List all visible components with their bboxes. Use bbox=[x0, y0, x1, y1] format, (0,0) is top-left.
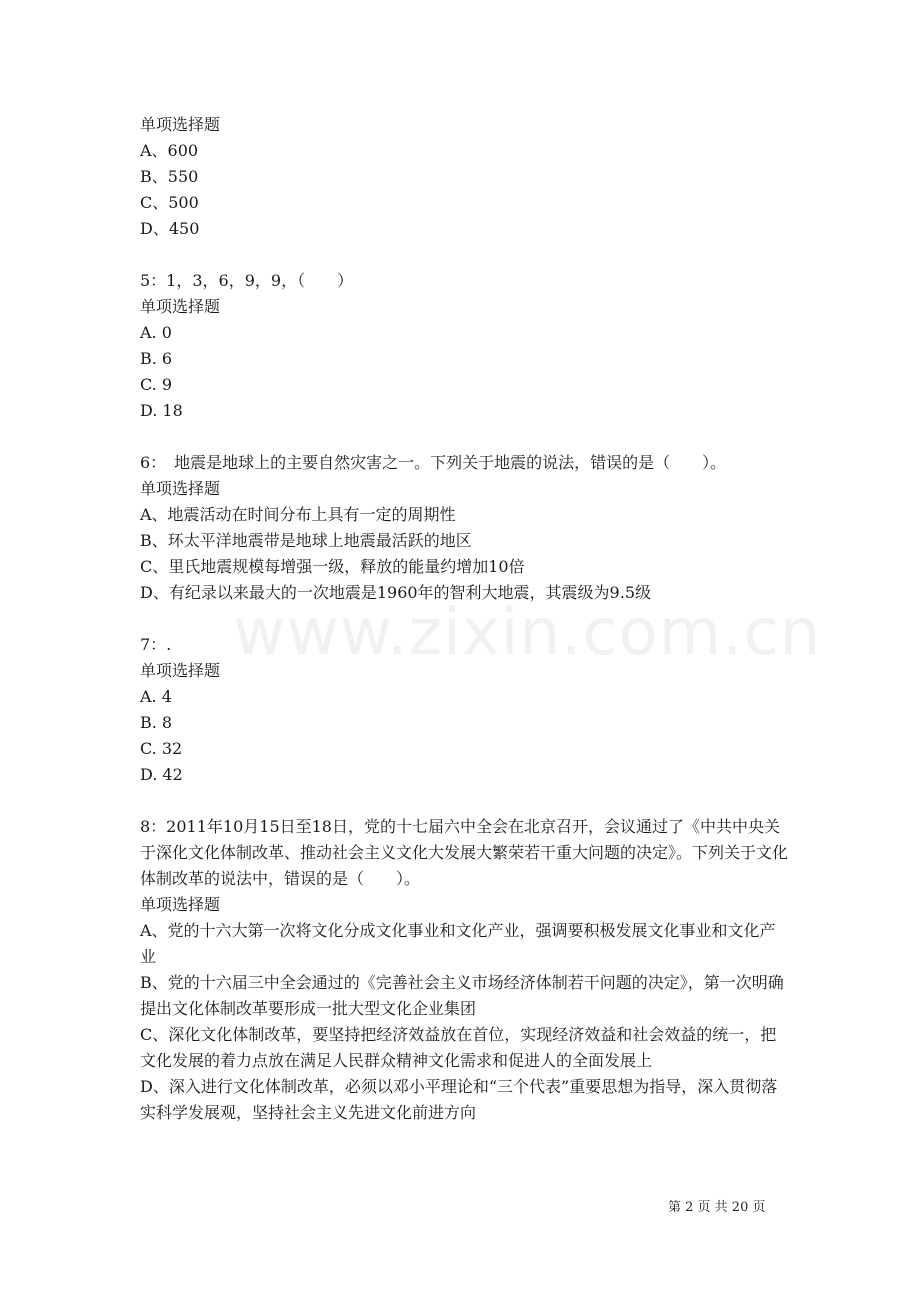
option-b: B、环太平洋地震带是地球上地震最活跃的地区 bbox=[140, 531, 472, 550]
option-b: B. 8 bbox=[140, 713, 173, 732]
option-a: A. 0 bbox=[140, 323, 172, 342]
question-5 bbox=[140, 268, 790, 424]
option-d: D、450 bbox=[140, 219, 200, 238]
question-type: 单项选择题 bbox=[140, 297, 221, 316]
option-b: B、党的十六届三中全会通过的《完善社会主义市场经济体制若干问题的决定》，第一次明确提出文化体制改革要形成一批大型文化企业集团 bbox=[140, 973, 784, 1018]
question-title: 5：1，3，6，9，9，（ ） bbox=[140, 271, 354, 290]
question-type: 单项选择题 bbox=[140, 661, 221, 680]
option-b: B、550 bbox=[140, 167, 199, 186]
option-c: C. 9 bbox=[140, 375, 173, 394]
question-type: 单项选择题 bbox=[140, 479, 221, 498]
question-list bbox=[140, 112, 790, 1126]
question-8 bbox=[140, 814, 790, 1126]
question-type: 单项选择题 bbox=[140, 115, 221, 134]
question-4 bbox=[140, 112, 790, 242]
option-a: A、600 bbox=[140, 141, 199, 160]
option-c: C、500 bbox=[140, 193, 199, 212]
question-title: 7：. bbox=[140, 635, 172, 654]
question-6 bbox=[140, 450, 790, 606]
option-d: D、深入进行文化体制改革，必须以邓小平理论和“三个代表”重要思想为指导，深入贯彻落实科学发展观，坚持社会主义先进文化前进方向 bbox=[140, 1077, 778, 1122]
option-d: D、有纪录以来最大的一次地震是1960年的智利大地震，其震级为9.5级 bbox=[140, 583, 651, 602]
page-footer: 第 2 页 共 20 页 bbox=[668, 1200, 766, 1215]
option-a: A、党的十六大第一次将文化分成文化事业和文化产业，强调要积极发展文化事业和文化产业 bbox=[140, 921, 776, 966]
option-a: A、地震活动在时间分布上具有一定的周期性 bbox=[140, 505, 456, 524]
question-7 bbox=[140, 632, 790, 788]
option-c: C、深化文化体制改革，要坚持把经济效益放在首位，实现经济效益和社会效益的统一，把文化发展的着力点放在满足人民群众精神文化需求和促进人的全面发展上 bbox=[140, 1025, 777, 1070]
question-type: 单项选择题 bbox=[140, 895, 221, 914]
question-title: 6： 地震是地球上的主要自然灾害之一。下列关于地震的说法，错误的是（ ）。 bbox=[140, 453, 727, 472]
option-d: D. 18 bbox=[140, 401, 183, 420]
option-c: C. 32 bbox=[140, 739, 183, 758]
watermark: www.zixin.com.cn bbox=[233, 596, 822, 670]
option-d: D. 42 bbox=[140, 765, 183, 784]
option-a: A. 4 bbox=[140, 687, 172, 706]
option-c: C、里氏地震规模每增强一级，释放的能量约增加10倍 bbox=[140, 557, 525, 576]
option-b: B. 6 bbox=[140, 349, 173, 368]
question-title: 8：2011年10月15日至18日，党的十七届六中全会在北京召开，会议通过了《中共中央关于深化文化体制改革、推动社会主义文化大发展大繁荣若干重大问题的决定》。下列关于文化体制改革的说法中，错误的是（ ）。 bbox=[140, 817, 789, 888]
